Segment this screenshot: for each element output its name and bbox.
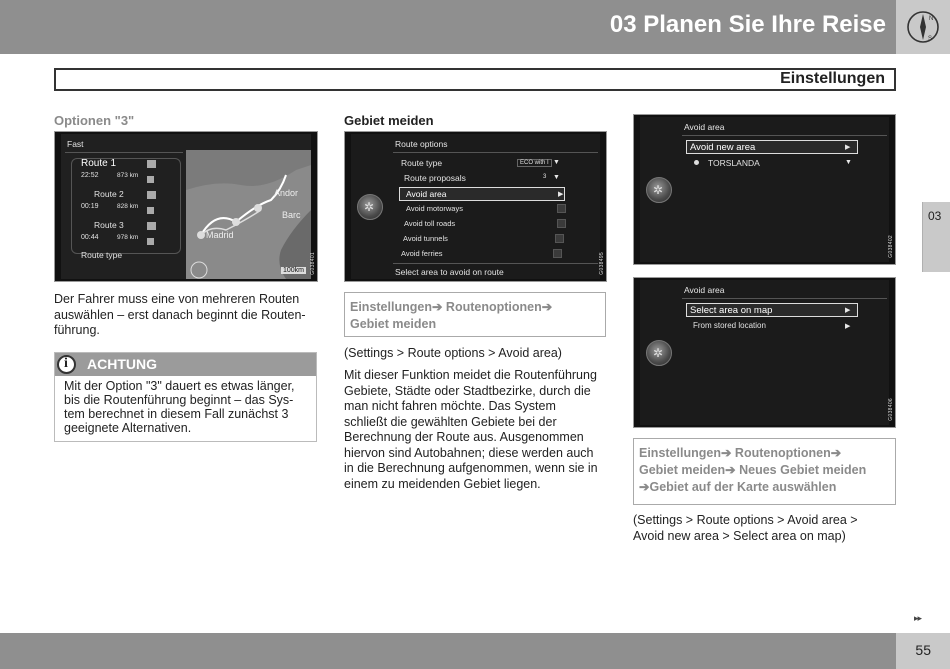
- map-label-barc: Barc: [282, 210, 301, 220]
- gear-icon: ✲: [646, 177, 672, 203]
- crumb-part: Neues Gebiet meiden: [739, 463, 867, 477]
- avoid-area-title: Avoid area: [684, 285, 725, 295]
- crumb-part: Gebiet meiden: [350, 317, 437, 331]
- route-icon: [147, 160, 156, 168]
- gear-icon: ✲: [357, 194, 383, 220]
- row-from-stored-location[interactable]: From stored location: [693, 321, 766, 330]
- routes-screen: [54, 131, 318, 282]
- warning-label: ACHTUNG: [87, 356, 157, 372]
- col2-body-line: Berechnung der Route aus. Ausgenommen: [344, 430, 584, 444]
- row-route-proposals[interactable]: Route proposals: [404, 173, 466, 183]
- row-select-area-on-map[interactable]: Select area on map: [690, 305, 773, 316]
- col3-breadcrumb: [633, 438, 896, 505]
- svg-text:S: S: [928, 36, 933, 42]
- route-3-time: 00:44: [81, 234, 99, 241]
- col2-body: [344, 368, 619, 492]
- col3-path: [633, 513, 908, 544]
- avoid-area-screen-1: [633, 114, 896, 265]
- route-proposals-value[interactable]: 3: [543, 174, 547, 180]
- warning-bar: [55, 353, 316, 376]
- col1-heading: Optionen "3": [54, 113, 135, 128]
- route-3-dist: 978 km: [117, 234, 139, 241]
- avoid-area-title: Avoid area: [684, 122, 725, 132]
- divider: [682, 135, 887, 136]
- col3-path-line: Avoid new area > Select area on map): [633, 528, 846, 543]
- arrow-right-icon: ➔: [431, 300, 443, 314]
- location-dot-icon: [694, 160, 699, 165]
- col2-path: (Settings > Route options > Avoid area): [344, 346, 562, 360]
- section-title-box: [54, 68, 896, 91]
- route-map[interactable]: [186, 150, 311, 279]
- warning-line: bis die Routenführung beginnt – das Sys-: [64, 393, 294, 407]
- row-avoid-motorways[interactable]: Avoid motorways: [406, 204, 463, 213]
- warning-line: geeignete Alternativen.: [64, 421, 192, 435]
- breadcrumb-line: [639, 479, 890, 496]
- route-icon: [147, 176, 154, 183]
- breadcrumb-line: [639, 462, 890, 479]
- info-icon: i: [57, 355, 76, 374]
- avoid-area-screen-2: [633, 277, 896, 428]
- col2-body-line: schließt die gewählten Gebiete bei der: [344, 414, 557, 429]
- route-icon: [147, 207, 154, 214]
- compass-icon: [906, 10, 940, 44]
- route-2-label[interactable]: Route 2: [94, 189, 124, 199]
- col2-body-line: in die Berechnung aufgenommen, wenn sie in: [344, 461, 598, 475]
- svg-text:N: N: [929, 16, 934, 22]
- image-code: G038401: [310, 252, 316, 275]
- gear-icon: ✲: [646, 340, 672, 366]
- checkbox[interactable]: [557, 219, 566, 228]
- divider: [682, 298, 887, 299]
- divider: [393, 152, 598, 153]
- divider: [65, 152, 183, 153]
- col2-body-line: man nicht fahren möchte. Das System: [344, 399, 556, 413]
- compass-icon-box: [896, 0, 950, 54]
- section-title: Einstellungen: [780, 70, 885, 87]
- arrow-right-icon: ➔: [725, 463, 736, 477]
- row-avoid-toll-roads[interactable]: Avoid toll roads: [404, 219, 456, 228]
- col2-body-line: Gebiete, Städte oder Stadtbezirke, durch die: [344, 383, 591, 398]
- col1-body-line: führung.: [54, 323, 100, 337]
- route-options-screen: [344, 131, 607, 282]
- crumb-part: Routenoptionen: [445, 300, 542, 314]
- crumb-part: Einstellungen: [350, 300, 432, 314]
- route-icon: [147, 191, 156, 199]
- crumb-part: Gebiet auf der Karte auswählen: [649, 480, 837, 494]
- image-code: G038406: [888, 398, 894, 421]
- route-options-hint: Select area to avoid on route: [395, 267, 504, 277]
- col2-body-line: hiervon sind Autobahnen; diese werden auch: [344, 445, 594, 460]
- arrow-right-icon: ▶: [845, 307, 851, 314]
- warning-box: [54, 352, 317, 442]
- arrow-right-icon: ➔: [830, 446, 842, 460]
- next-page-marker: ▸▸: [914, 613, 922, 623]
- routes-screen-title: Fast: [67, 139, 84, 149]
- breadcrumb-line: [350, 299, 600, 316]
- col2-breadcrumb: [344, 292, 606, 337]
- row-avoid-new-area[interactable]: Avoid new area: [690, 142, 756, 153]
- arrow-right-icon: ▶: [845, 323, 851, 330]
- crumb-part: Routenoptionen: [734, 446, 831, 460]
- chapter-title: 03 Planen Sie Ihre Reise: [609, 11, 886, 38]
- arrow-right-icon: ➔: [720, 446, 732, 460]
- chevron-down-icon: ▼: [553, 174, 560, 181]
- col2-body-line: einem zu meidenden Gebiet liegen.: [344, 476, 541, 491]
- breadcrumb-line: [639, 445, 890, 462]
- image-code: G038495: [599, 252, 605, 275]
- route-2-time: 00:19: [81, 203, 99, 210]
- col1-body-line: auswählen – erst danach beginnt die Routen-: [54, 307, 306, 322]
- footer-bar: [0, 633, 950, 669]
- arrow-right-icon: ➔: [639, 480, 650, 494]
- route-1-time: 22:52: [81, 172, 99, 179]
- map-label-madrid: Madrid: [206, 230, 234, 240]
- chevron-down-icon: ▼: [553, 159, 560, 166]
- col1-body: [54, 292, 324, 339]
- row-avoid-area[interactable]: Avoid area: [406, 189, 447, 199]
- warning-line: Mit der Option "3" dauert es etwas länger,: [64, 379, 295, 393]
- page-number: 55: [915, 642, 931, 658]
- route-3-label[interactable]: Route 3: [94, 220, 124, 230]
- chevron-down-icon: ▼: [845, 159, 852, 166]
- warning-line: tem berechnet in diesem Fall zunächst 3: [64, 407, 289, 421]
- route-icon: [147, 222, 156, 230]
- route-1-dist: 873 km: [117, 172, 139, 179]
- route-1-label[interactable]: Route 1: [81, 158, 117, 169]
- divider: [393, 263, 598, 264]
- page-number-box: [896, 633, 950, 669]
- row-avoid-ferries[interactable]: Avoid ferries: [401, 249, 443, 258]
- arrow-right-icon: ▶: [845, 144, 851, 151]
- arrow-right-icon: ➔: [541, 300, 553, 314]
- map-label-andor: Andor: [274, 188, 299, 198]
- row-route-type[interactable]: Route type: [401, 158, 443, 168]
- checkbox[interactable]: [555, 234, 564, 243]
- route-options-title: Route options: [395, 139, 448, 149]
- header-bar: [0, 0, 950, 54]
- row-avoid-tunnels[interactable]: Avoid tunnels: [403, 234, 448, 243]
- col3-path-line: (Settings > Route options > Avoid area >: [633, 513, 858, 527]
- image-code: G038402: [888, 235, 894, 258]
- side-tab-label: 03: [928, 209, 942, 223]
- chapter-side-tab[interactable]: [922, 202, 950, 272]
- checkbox[interactable]: [553, 249, 562, 258]
- crumb-part: Gebiet meiden: [639, 463, 726, 477]
- route-type-label[interactable]: Route type: [81, 250, 123, 260]
- arrow-right-icon: ▶: [558, 191, 564, 198]
- col2-body-line: Mit dieser Funktion meidet die Routenführung: [344, 368, 597, 382]
- warning-text: [64, 379, 312, 435]
- checkbox[interactable]: [557, 204, 566, 213]
- col1-body-line: Der Fahrer muss eine von mehreren Routen: [54, 292, 300, 306]
- row-torslanda[interactable]: TORSLANDA: [708, 158, 760, 168]
- breadcrumb-line: [350, 316, 600, 333]
- col2-heading: Gebiet meiden: [344, 113, 434, 128]
- route-type-value[interactable]: ECO with I: [517, 159, 552, 167]
- route-2-dist: 828 km: [117, 203, 139, 210]
- route-icon: [147, 238, 154, 245]
- map-scale: 100km: [283, 267, 305, 274]
- crumb-part: Einstellungen: [639, 446, 721, 460]
